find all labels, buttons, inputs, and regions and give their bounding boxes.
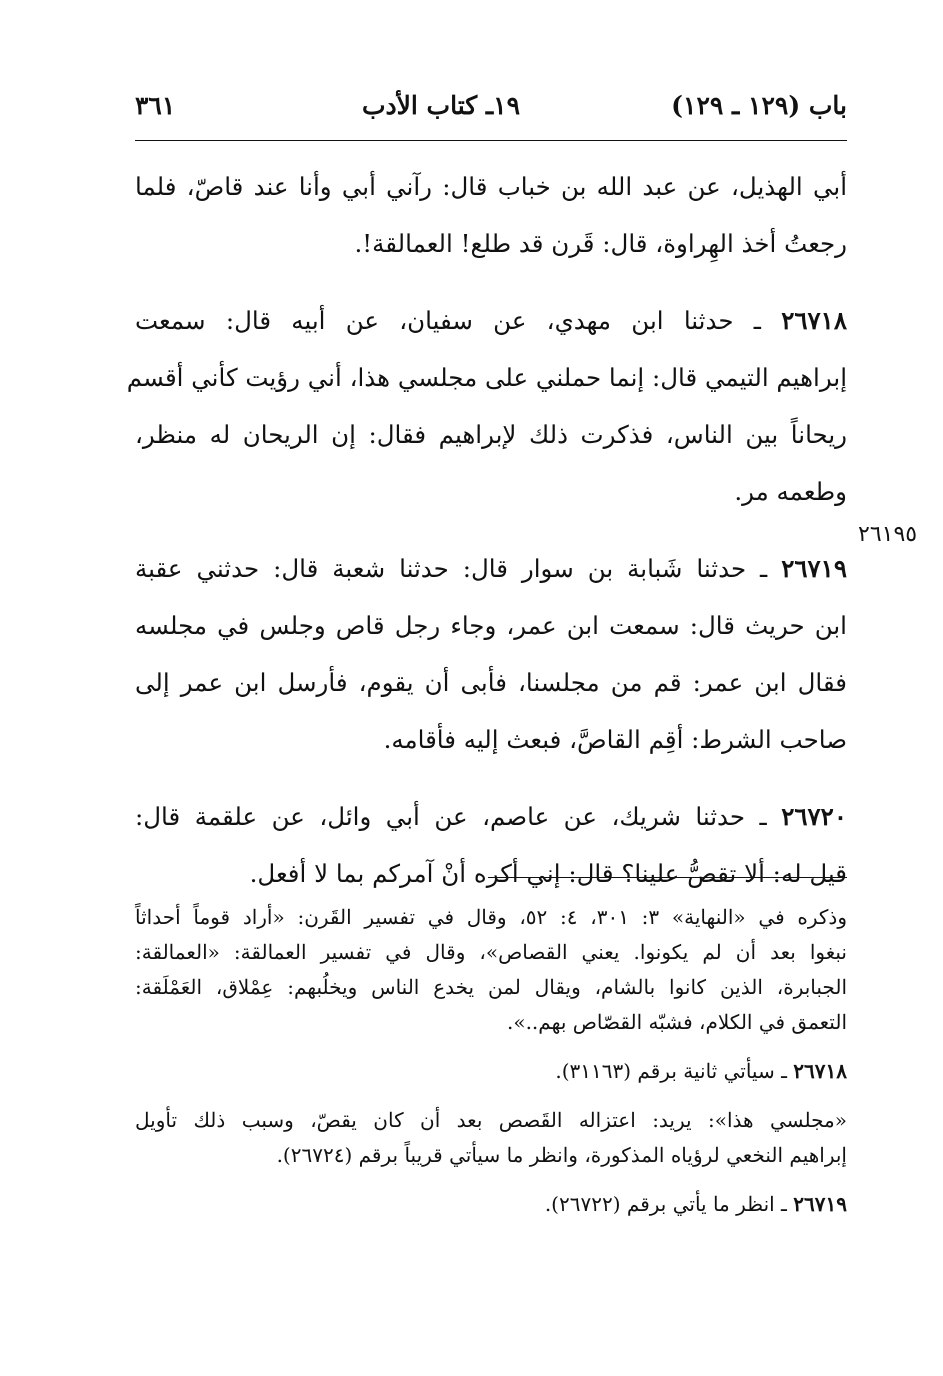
text-line: صاحب الشرط: أقِم القاصَّ، فبعث إليه فأقامه. — [383, 725, 847, 754]
margin-reference-number: ٢٦١٩٥ — [858, 522, 918, 547]
text-line — [135, 540, 847, 597]
hadith-26718 — [126, 292, 847, 520]
main-text — [126, 158, 847, 922]
text-line-content: ـ حدثنا شَبابة بن سوار قال: حدثنا شعبة قال: حدثني عقبة — [135, 554, 768, 583]
header-rule — [135, 140, 847, 141]
text-line: ريحاناً بين الناس، فذكرت ذلك لإبراهيم فقال: إن الريحان له منظر، — [135, 420, 847, 449]
running-header — [135, 82, 847, 128]
footnote-line: التعمق في الكلام، فشبّه القصّاص بهم..». — [506, 1010, 847, 1034]
text-line: إبراهيم التيمي قال: إنما حملني على مجلسي هذا، أني رؤيت كأني أقسم — [126, 363, 847, 392]
footnote — [135, 1103, 847, 1173]
footnote-line-content: ـ انظر ما يأتي برقم (٢٦٧٢٢). — [544, 1192, 787, 1216]
hadith-number: ٢٦٧٢٠ — [781, 802, 847, 831]
footnote-line: نبغوا بعد أن لم يكونوا. يعني القصاص»، وقال في تفسير العمالقة: «العمالقة: — [135, 940, 848, 964]
footnote-line — [135, 1187, 847, 1222]
footnote-line: إبراهيم النخعي لرؤياه المذكورة، وانظر ما سيأتي قريباً برقم (٢٦٧٢٤). — [276, 1143, 847, 1167]
header-book-title: ١٩ـ كتاب الأدب — [361, 90, 521, 120]
footnote-line: الجبابرة، الذين كانوا بالشام، ويقال لمن يخدع الناس ويخلُبهم: عِمْلاق، العَمْلَقة: — [135, 975, 847, 999]
footnote-line-content: ـ سيأتي ثانية برقم (٣١١٦٣). — [555, 1059, 787, 1083]
hadith-number: ٢٦٧١٨ — [781, 306, 847, 335]
footnote-separator — [488, 877, 847, 878]
footnote-26719 — [135, 1187, 847, 1222]
footnote-number: ٢٦٧١٨ — [793, 1059, 847, 1083]
text-line: فقال ابن عمر: قم من مجلسنا، فأبى أن يقوم، فأرسل ابن عمر إلى — [135, 668, 847, 697]
text-line: ابن حريث قال: سمعت ابن عمر، وجاء رجل قاص وجلس في مجلسه — [135, 611, 847, 640]
text-line-content: ـ حدثنا شريك، عن عاصم، عن أبي وائل، عن علقمة قال: — [135, 802, 767, 831]
footnote-line — [135, 1054, 847, 1089]
paragraph — [135, 158, 847, 272]
header-section: باب (١٢٩ ـ ١٢٩) — [671, 90, 847, 120]
text-line — [135, 292, 847, 349]
footnotes — [135, 900, 847, 1236]
footnote-line: وذكره في «النهاية» ٣: ٣٠١، ٤: ٥٢، وقال في تفسير القَرن: «أراد قوماً أحداثاً — [135, 905, 847, 929]
footnote — [135, 900, 847, 1040]
hadith-26719 — [135, 540, 847, 768]
footnote-26718 — [135, 1054, 847, 1089]
footnote-number: ٢٦٧١٩ — [793, 1192, 847, 1216]
hadith-26720 — [135, 788, 847, 902]
text-line-content: ـ حدثنا ابن مهدي، عن سفيان، عن أبيه قال: سمعت — [135, 306, 761, 335]
footnote-line: «مجلسي هذا»: يريد: اعتزاله القَصص بعد أن كان يقصّ، وسبب ذلك تأويل — [135, 1108, 847, 1132]
text-line — [135, 788, 847, 845]
text-line: رجعتُ أخذ الهِراوة، قال: قَرن قد طلع! العمالقة!. — [354, 229, 847, 258]
text-line: وطعمه مر. — [734, 477, 847, 506]
hadith-number: ٢٦٧١٩ — [781, 554, 847, 583]
page-number: ٣٦١ — [135, 90, 176, 120]
text-line: أبي الهذيل، عن عبد الله بن خباب قال: رآني أبي وأنا عند قاصّ، فلما — [135, 172, 847, 201]
text-line: قيل له: ألا تقصُّ علينا؟ قال: إني أكره أنْ آمركم بما لا أفعل. — [249, 859, 847, 888]
